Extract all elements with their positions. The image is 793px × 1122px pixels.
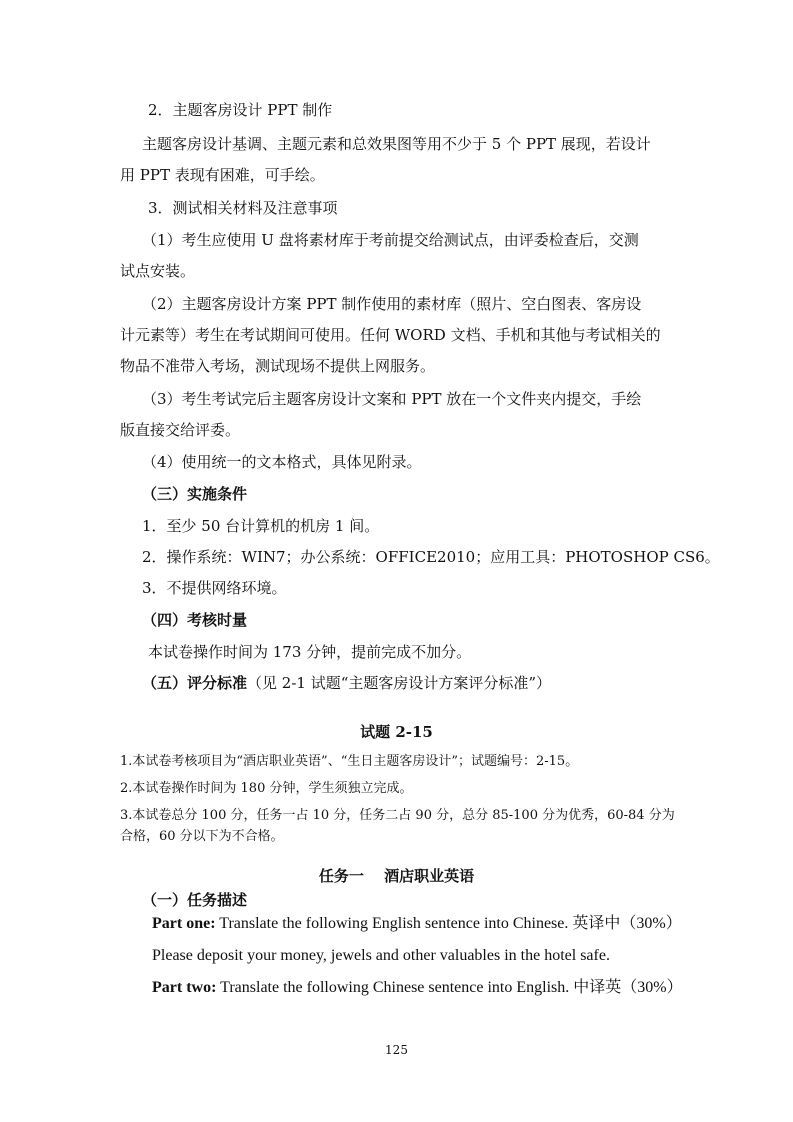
list-item: （4）使用统一的文本格式，具体见附录。 xyxy=(142,453,422,471)
part-one-tag: 英译中（30%） xyxy=(568,915,682,932)
paragraph-line: 本试卷操作时间为 173 分钟，提前完成不加分。 xyxy=(148,643,472,661)
paragraph-line: 主题客房设计基调、主题元素和总效果图等用不少于 5 个 PPT 展现，若设计 xyxy=(142,135,651,153)
list-item: 3．不提供网络环境。 xyxy=(142,579,287,597)
list-item: 2．操作系统：WIN7；办公系统：OFFICE2010；应用工具：PHOTOSHOP CS6。 xyxy=(142,548,720,566)
list-item: （1）考生应使用 U 盘将素材库于考前提交给测试点，由评委检查后，交测 xyxy=(142,231,639,249)
part-one-instruction xyxy=(152,914,682,934)
list-item: 版直接交给评委。 xyxy=(120,421,241,439)
section-heading-ppt: 2．主题客房设计 PPT 制作 xyxy=(148,101,333,119)
list-item: （3）考生考试完后主题客房设计文案和 PPT 放在一个文件夹内提交，手绘 xyxy=(142,390,642,408)
list-item: 试点安装。 xyxy=(120,262,196,280)
scoring-note: （见 2-1 试题“主题客房设计方案评分标准”） xyxy=(247,674,552,692)
part-two-text: Translate the following Chinese sentence into English. xyxy=(216,979,570,996)
part-two-instruction xyxy=(152,978,683,998)
section-heading-time: （四）考核时量 xyxy=(142,611,248,629)
list-item: 1．至少 50 台计算机的机房 1 间。 xyxy=(142,517,380,535)
translation-sentence: Please deposit your money, jewels and other valuables in the hotel safe. xyxy=(152,947,610,964)
scoring-label: （五）评分标准 xyxy=(142,674,248,692)
exam-note: 3.本试卷总分 100 分，任务一占 10 分，任务二占 90 分，总分 85-100 分为优秀，60-84 分为 xyxy=(120,808,675,823)
exam-note: 合格，60 分以下为不合格。 xyxy=(120,829,284,844)
part-one-label: Part one: xyxy=(152,915,216,932)
exam-title: 试题 2-15 xyxy=(360,723,433,741)
part-one-text: Translate the following English sentence into Chinese. xyxy=(215,915,569,932)
section-heading-conditions: （三）实施条件 xyxy=(142,485,248,503)
section-heading-scoring xyxy=(142,673,551,693)
list-item: 物品不准带入考场，测试现场不提供上网服务。 xyxy=(120,357,436,375)
task-description-heading: （一）任务描述 xyxy=(142,891,248,909)
part-two-tag: 中译英（30%） xyxy=(569,979,683,996)
list-item: （2）主题客房设计方案 PPT 制作使用的素材库（照片、空白图表、客房设 xyxy=(142,295,642,313)
exam-note: 2.本试卷操作时间为 180 分钟，学生须独立完成。 xyxy=(120,781,413,796)
task-title: 任务一 酒店职业英语 xyxy=(318,867,475,885)
page-number: 125 xyxy=(385,1043,408,1057)
paragraph-line: 用 PPT 表现有困难，可手绘。 xyxy=(120,166,325,184)
list-item: 计元素等）考生在考试期间可使用。任何 WORD 文档、手机和其他与考试相关的 xyxy=(120,326,661,344)
section-heading-materials: 3．测试相关材料及注意事项 xyxy=(148,199,338,217)
exam-note: 1.本试卷考核项目为“酒店职业英语”、“生日主题客房设计”；试题编号：2-15。 xyxy=(120,754,579,769)
part-two-label: Part two: xyxy=(152,979,217,996)
